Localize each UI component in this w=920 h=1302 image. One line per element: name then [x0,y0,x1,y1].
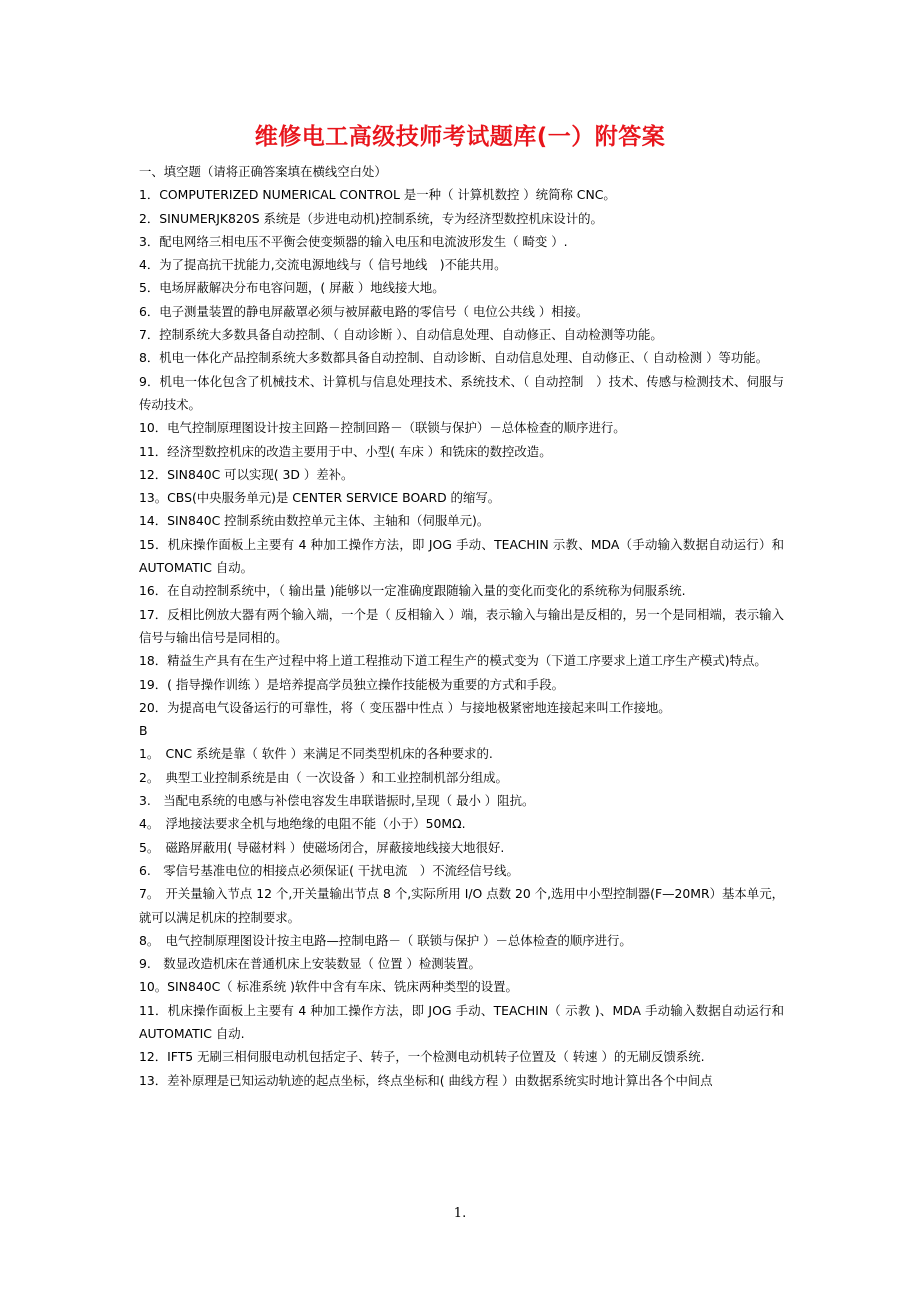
page-number: 1. [453,1206,467,1221]
question-item: 14．SIN840C 控制系统由数控单元主体、主轴和（伺服单元)。 [139,513,490,529]
question-item: 12．IFT5 无刷三相伺服电动机包括定子、转子，一个检测电动机转子位置及（ 转速 ）的无刷反馈系统. [139,1049,705,1065]
question-item: 17．反相比例放大器有两个输入端，一个是（ 反相输入 ）端，表示输入与输出是反相的，另一个是同相端，表示输入信号与输出信号是同相的。 [139,606,784,645]
question-item: 10。SIN840C（ 标准系统 )软件中含有车床、铣床两种类型的设置。 [139,979,518,995]
question-item: 7．控制系统大多数具备自动控制、（ 自动诊断 ）、自动信息处理、自动修正、自动检测等功能。 [139,327,663,343]
part-b-label: B [139,723,148,739]
question-item: 7。 开关量输入节点 12 个,开关量输出节点 8 个,实际所用 I/O 点数 20 个,选用中小型控制器(F—20MR）基本单元，就可以满足机床的控制要求。 [139,886,784,925]
question-item: 1。 CNC 系统是靠（ 软件 ）来满足不同类型机床的各种要求的. [139,746,493,762]
question-item: 3. 当配电系统的电感与补偿电容发生串联谐振时,呈现（ 最小 ）阻抗。 [139,793,535,809]
question-item: 18．精益生产具有在生产过程中将上道工程推动下道工程生产的模式变为（下道工序要求上道工序生产模式)特点。 [139,653,767,669]
question-item: 15．机床操作面板上主要有 4 种加工操作方法，即 JOG 手动、TEACHIN 示教、MDA（手动输入数据自动运行）和 AUTOMATIC 自动。 [139,536,784,576]
question-item: 13．差补原理是已知运动轨迹的起点坐标，终点坐标和( 曲线方程 ）由数据系统实时地计算出各个中间点 [139,1072,713,1088]
question-item: 12．SIN840C 可以实现( 3D ）差补。 [139,466,354,482]
question-item: 9. 数显改造机床在普通机床上安装数显（ 位置 ）检测装置。 [139,956,481,972]
question-item: 10．电气控制原理图设计按主回路－控制回路－（联锁与保护）－总体检查的顺序进行。 [139,420,626,436]
question-item: 8．机电一体化产品控制系统大多数都具备自动控制、自动诊断、自动信息处理、自动修正、（ 自动检测 ）等功能。 [139,350,769,366]
question-item: 20．为提高电气设备运行的可靠性，将（ 变压器中性点 ）与接地极紧密地连接起来叫工作接地。 [139,699,671,715]
question-item: 1．COMPUTERIZED NUMERICAL CONTROL 是一种（ 计算机数控 ）统简称 CNC。 [139,187,616,203]
question-item: 19．( 指导操作训练 ）是培养提高学员独立操作技能极为重要的方式和手段。 [139,676,564,692]
section-heading: 一、填空题（请将正确答案填在横线空白处） [139,164,387,179]
question-item: 4。 浮地接法要求全机与地绝缘的电阻不能（小于）50MΩ. [139,816,466,832]
question-item: 13。CBS(中央服务单元)是 CENTER SERVICE BOARD 的缩写。 [139,490,501,506]
question-item: 6．电子测量装置的静电屏蔽罩必须与被屏蔽电路的零信号（ 电位公共线 ）相接。 [139,303,589,319]
question-item: 5．电场屏蔽解决分布电容问题，( 屏蔽 ）地线接大地。 [139,280,445,296]
question-item: 2。 典型工业控制系统是由（ 一次设备 ）和工业控制机部分组成。 [139,769,508,785]
document-body [139,160,784,1092]
question-item: 6. 零信号基准电位的相接点必须保证( 干扰电流 ）不流经信号线。 [139,862,519,878]
question-item: 3．配电网络三相电压不平衡会使变频器的输入电压和电流波形发生（ 畸变 ）. [139,233,568,249]
question-item: 16．在自动控制系统中，（ 输出量 )能够以一定准确度跟随输入量的变化而变化的系统称为伺服系统. [139,583,686,599]
question-item: 11．经济型数控机床的改造主要用于中、小型( 车床 ）和铣床的数控改造。 [139,443,552,459]
question-item: 5。 磁路屏蔽用( 导磁材料 ）使磁场闭合，屏蔽接地线接大地很好. [139,839,505,855]
question-item: 8。 电气控制原理图设计按主电路—控制电路－（ 联锁与保护 ）－总体检查的顺序进行。 [139,932,632,948]
document-title: 维修电工高级技师考试题库(一）附答案 [254,124,666,150]
question-item: 9．机电一体化包含了机械技术、计算机与信息处理技术、系统技术、（ 自动控制 ）技术、传感与检测技术、伺服与传动技术。 [139,373,784,412]
question-item: 2．SINUMERJK820S 系统是（步进电动机)控制系统，专为经济型数控机床设计的。 [139,210,603,226]
question-item: 4．为了提高抗干扰能力,交流电源地线与（ 信号地线 )不能共用。 [139,257,507,273]
question-item: 11．机床操作面板上主要有 4 种加工操作方法，即 JOG 手动、TEACHIN（ 示教 )、MDA 手动输入数据自动运行和 AUTOMATIC 自动. [139,1002,784,1041]
